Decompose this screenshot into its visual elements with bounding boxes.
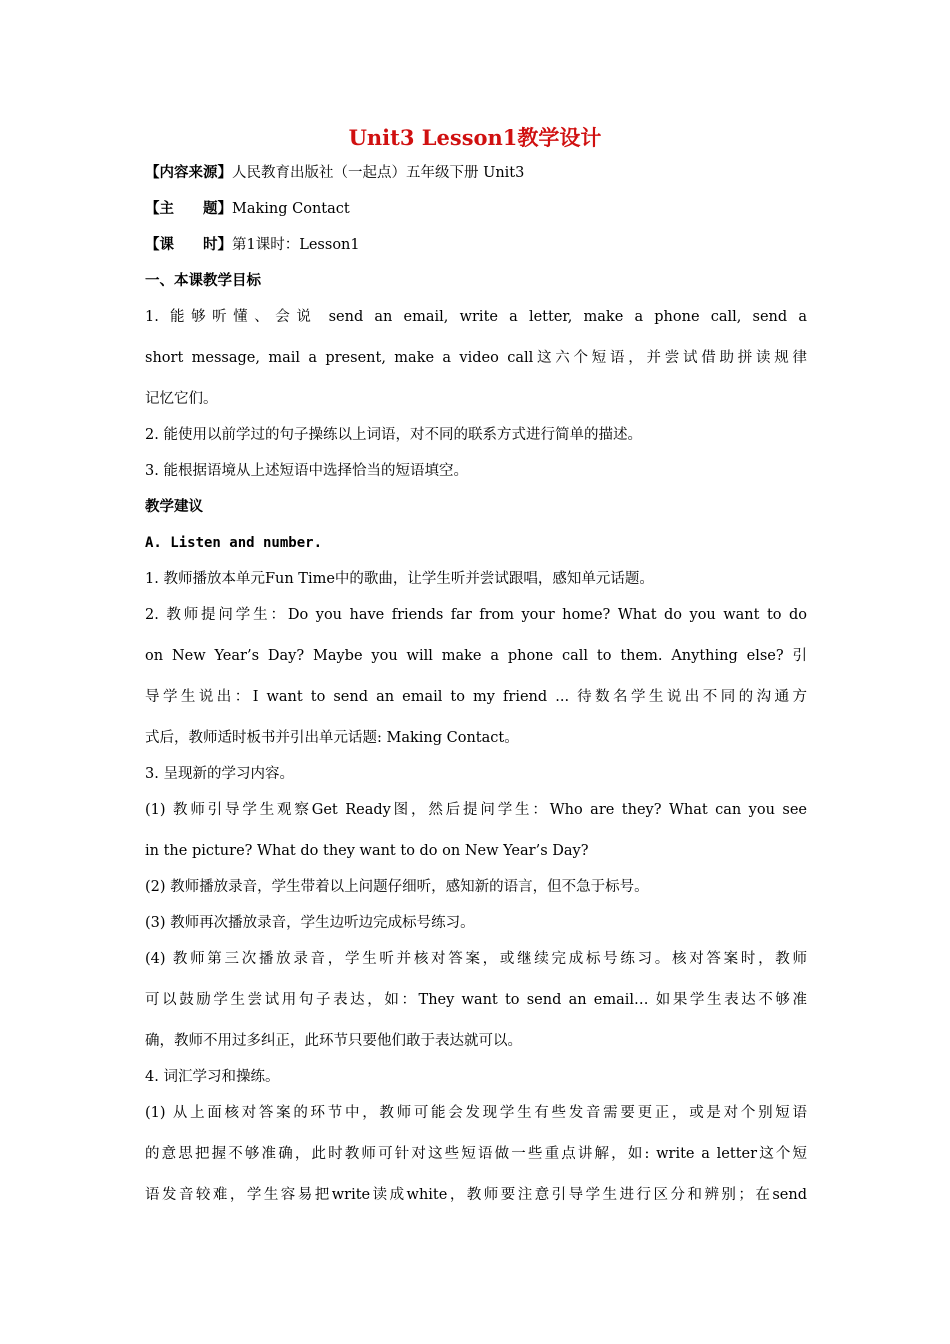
paragraph-line: 1. 能够听懂、会说 send an email, write a letter, make a phone call, send a <box>145 309 807 325</box>
paragraph-line: (4) 教师第三次播放录音，学生听并核对答案，或继续完成标号练习。核对答案时，教师 <box>145 951 807 967</box>
paragraph-line: 导学生说出：I want to send an email to my friend ... 待数名学生说出不同的沟通方 <box>145 689 807 705</box>
paragraph-line: 3. 能根据语境从上述短语中选择恰当的短语填空。 <box>145 463 468 479</box>
paragraph-line: (3) 教师再次播放录音，学生边听边完成标号练习。 <box>145 915 475 931</box>
paragraph-line: 式后，教师适时板书并引出单元话题: Making Contact。 <box>145 730 519 746</box>
section-heading-suggestions: 教学建议 <box>145 498 203 515</box>
paragraph-line: 2. 能使用以前学过的句子操练以上词语，对不同的联系方式进行简单的描述。 <box>145 427 642 443</box>
subheading-listen-number: A. Listen and number. <box>145 535 323 551</box>
meta-topic-label: 【主 题】 <box>145 200 232 217</box>
paragraph-line: in the picture? What do they want to do on New Year’s Day? <box>145 843 589 859</box>
paragraph-line: 3. 呈现新的学习内容。 <box>145 766 294 782</box>
meta-period <box>145 235 807 255</box>
paragraph-line: 语发音较难，学生容易把write读成white，教师要注意引导学生进行区分和辨别；在send <box>145 1187 807 1203</box>
paragraph-line: 记忆它们。 <box>145 391 218 407</box>
paragraph-line: (2) 教师播放录音，学生带着以上问题仔细听，感知新的语言，但不急于标号。 <box>145 879 649 895</box>
paragraph-line: (1) 教师引导学生观察Get Ready图，然后提问学生：Who are they? What can you see <box>145 802 807 818</box>
paragraph-line: 可以鼓励学生尝试用句子表达，如：They want to send an email… 如果学生表达不够准 <box>145 992 807 1008</box>
section-heading-goals: 一、本课教学目标 <box>145 272 261 289</box>
meta-period-label: 【课 时】 <box>145 236 232 253</box>
page-title: Unit3 Lesson1教学设计 <box>348 125 602 150</box>
meta-topic <box>145 199 807 219</box>
meta-topic-value: Making Contact <box>232 201 350 217</box>
paragraph-line: on New Year’s Day? Maybe you will make a phone call to them. Anything else? 引 <box>145 648 807 664</box>
paragraph-line: 2. 教师提问学生：Do you have friends far from your home? What do you want to do <box>145 607 807 623</box>
meta-source-label: 【内容来源】 <box>145 164 232 181</box>
paragraph-line: (1) 从上面核对答案的环节中，教师可能会发现学生有些发音需要更正，或是对个别短语 <box>145 1105 807 1121</box>
paragraph-line: 的意思把握不够准确，此时教师可针对这些短语做一些重点讲解，如: write a letter这个短 <box>145 1146 807 1162</box>
paragraph-line: 确，教师不用过多纠正，此环节只要他们敢于表达就可以。 <box>145 1033 522 1049</box>
meta-period-value: 第1课时：Lesson1 <box>232 237 360 253</box>
paragraph-line: short message, mail a present, make a video call这六个短语，并尝试借助拼读规律 <box>145 350 807 366</box>
meta-source-value: 人民教育出版社（一起点）五年级下册 Unit3 <box>232 165 525 181</box>
paragraph-line: 1. 教师播放本单元Fun Time中的歌曲，让学生听并尝试跟唱，感知单元话题。 <box>145 571 654 587</box>
meta-source <box>145 163 807 183</box>
paragraph-line: 4. 词汇学习和操练。 <box>145 1069 280 1085</box>
